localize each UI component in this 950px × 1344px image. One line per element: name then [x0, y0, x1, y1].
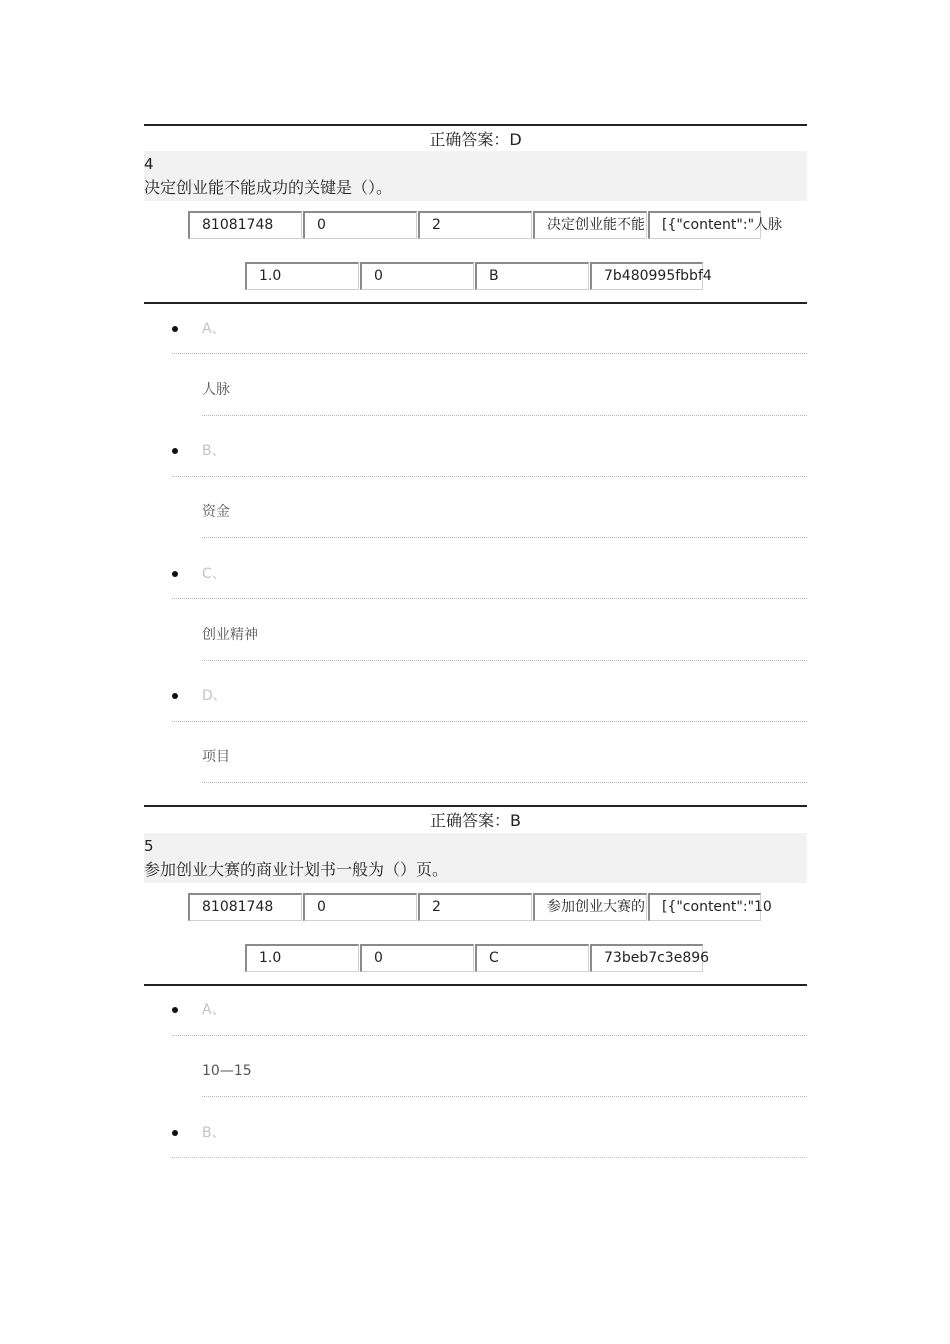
data-field[interactable]: C — [475, 944, 589, 972]
dotted-divider — [172, 598, 807, 599]
data-field[interactable]: [{"content":"10 — [648, 893, 761, 921]
data-field[interactable]: 1.0 — [245, 944, 359, 972]
option-letter: B、 — [202, 1125, 226, 1141]
divider-line — [144, 805, 807, 807]
option-text: 10—15 — [202, 1063, 252, 1079]
divider-line — [144, 302, 807, 304]
divider-line — [144, 984, 807, 986]
dotted-divider — [202, 782, 807, 783]
bullet-icon — [172, 326, 178, 332]
question-text: 参加创业大赛的商业计划书一般为（）页。 — [144, 860, 449, 879]
data-field[interactable]: 0 — [360, 944, 474, 972]
dotted-divider — [202, 415, 807, 416]
question-number: 4 — [144, 155, 154, 173]
bullet-icon — [172, 571, 178, 577]
data-field[interactable]: 81081748 — [188, 211, 302, 239]
dotted-divider — [172, 476, 807, 477]
dotted-divider — [202, 660, 807, 661]
data-field[interactable]: 0 — [303, 211, 417, 239]
dotted-divider — [172, 721, 807, 722]
dotted-divider — [202, 537, 807, 538]
question-number: 5 — [144, 837, 154, 855]
bullet-icon — [172, 693, 178, 699]
option-letter: A、 — [202, 1002, 226, 1018]
data-field[interactable]: B — [475, 262, 589, 290]
data-field[interactable]: 参加创业大赛的 — [533, 893, 647, 921]
divider-line — [144, 124, 807, 126]
dotted-divider — [172, 1035, 807, 1036]
data-field[interactable]: [{"content":"人脉 — [648, 211, 761, 239]
question-header — [144, 833, 807, 883]
data-field[interactable]: 81081748 — [188, 893, 302, 921]
dotted-divider — [172, 353, 807, 354]
dotted-divider — [202, 1096, 807, 1097]
option-text: 资金 — [202, 504, 230, 520]
data-field[interactable]: 决定创业能不能 — [533, 211, 647, 239]
option-text: 创业精神 — [202, 627, 258, 643]
data-field[interactable]: 0 — [303, 893, 417, 921]
question-header — [144, 151, 807, 201]
data-field[interactable]: 73beb7c3e896 — [590, 944, 703, 972]
option-letter: D、 — [202, 688, 227, 704]
correct-answer: 正确答案：B — [430, 811, 521, 830]
data-field[interactable]: 2 — [418, 211, 532, 239]
bullet-icon — [172, 1130, 178, 1136]
correct-answer: 正确答案：D — [429, 130, 522, 149]
bullet-icon — [172, 448, 178, 454]
option-letter: B、 — [202, 443, 226, 459]
dotted-divider — [172, 1157, 807, 1158]
option-letter: C、 — [202, 566, 226, 582]
bullet-icon — [172, 1007, 178, 1013]
option-text: 人脉 — [202, 382, 230, 398]
option-letter: A、 — [202, 321, 226, 337]
data-field[interactable]: 7b480995fbbf4 — [590, 262, 703, 290]
option-text: 项目 — [202, 749, 230, 765]
data-field[interactable]: 1.0 — [245, 262, 359, 290]
data-field[interactable]: 0 — [360, 262, 474, 290]
question-text: 决定创业能不能成功的关键是（）。 — [144, 178, 393, 197]
data-field[interactable]: 2 — [418, 893, 532, 921]
